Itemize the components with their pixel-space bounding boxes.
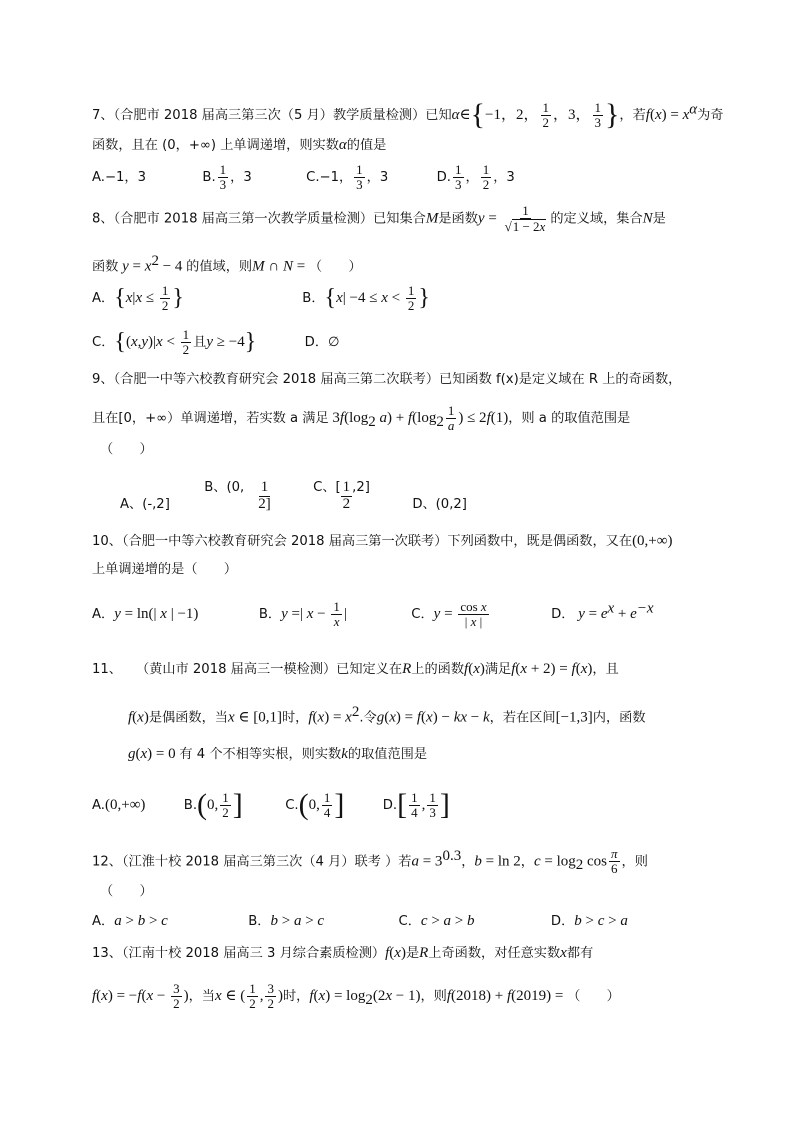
q8-option-c[interactable]: C．{(x,y)|x < $\frac{1}{2}$ 且y ≥ −4}	[92, 327, 257, 357]
q8-line1: 8、（合肥市 2018 届高三第一次教学质量检测）已知集合M是函数y = $\frac{1}{√1 - 2x}$ 的定义域，集合N是	[92, 203, 666, 234]
q12-option-a[interactable]: A．a > b > c	[92, 913, 168, 929]
q7-option-c[interactable]: C.−1， $\frac{1}{3}$ ，3	[306, 162, 389, 192]
q8-line2: 函数 $y = x^2 - 4$ 的值域，则M ∩ N = （ ）	[92, 253, 362, 275]
q11-line1: 11、 （黄山市 2018 届高三一模检测）已知定义在R上的函数f(x)满足f(x + 2) = f(x)，且	[92, 661, 619, 677]
q8-option-d[interactable]: D．∅	[304, 335, 340, 351]
q11-options	[92, 790, 450, 820]
q7-number: 7、	[92, 108, 114, 123]
q9-option-b[interactable]: B、(0, $\frac{1}{2]}$	[204, 479, 271, 512]
q7-option-b[interactable]: B. $\frac{1}{3}$ ，3	[202, 162, 252, 192]
q12-option-c[interactable]: C．c > a > b	[398, 913, 475, 929]
q9-line1: 9、（合肥一中等六校教育研究会 2018 届高三第二次联考）已知函数 f(x)是定义域在 R 上的奇函数，	[92, 372, 682, 387]
q9-option-a[interactable]: A、(-,2]	[120, 496, 170, 512]
q7-source: （合肥市 2018 届高三第三次（5 月）教学质量检测）已知	[113, 108, 452, 123]
q7-options	[92, 163, 515, 191]
q8-option-a[interactable]: A．{x|x ≤ $\frac{1}{2}$ }	[92, 283, 184, 313]
q9-option-c[interactable]: C、[ $\frac{1}{2}$ ,2]	[313, 479, 370, 512]
q9-line2: 且在[0，+∞）单调递增，若实数 a 满足 $3f(\log_2$ $a) + f(\log_2$ $\frac{1}{a}$ ) ≤ 2f(1)，则 a 的取值范围是	[92, 403, 631, 433]
q12-options	[92, 912, 628, 930]
q13-line2: f(x) = −f(x − $\frac{3}{2}$ )，当x ∈ ( $\frac{1}{2}$ , $\frac{3}{2}$ )时，$f(x) = \log_2(2x - 1)$，则f(2018) + f(2019) = （ ）	[92, 981, 620, 1011]
q12-option-d[interactable]: D．b > c > a	[550, 913, 628, 929]
q8-options-cd	[92, 328, 340, 356]
q11-option-a[interactable]: A.(0,+∞)	[92, 797, 146, 813]
q7-line1: 7、（合肥市 2018 届高三第三次（5 月）教学质量检测）已知α∈{−1，2， $\frac{1}{2}$ ，3， $\frac{1}{3}$ }，若$f(x) = x^\alpha$为奇	[92, 98, 724, 131]
q10-option-c[interactable]: C．y = $\frac{\text{cos x}}{| x |}$	[411, 599, 487, 629]
q11-option-c[interactable]: C.(0, $\frac{1}{4}$ ]	[285, 788, 345, 821]
q9-line3: （ ）	[100, 442, 153, 457]
q11-option-d[interactable]: D.[ $\frac{1}{4}$ , $\frac{1}{3}$ ]	[382, 788, 450, 821]
q7-line2: 函数，且在 (0，+∞) 上单调递增，则实数α的值是	[92, 137, 387, 153]
q7-option-d[interactable]: D. $\frac{1}{3}$ ， $\frac{1}{2}$ ，3	[436, 162, 515, 192]
q11-line3: g(x) = 0 有 4 个不相等实根，则实数k的取值范围是	[128, 746, 428, 762]
q9-options	[120, 480, 467, 513]
q10-option-b[interactable]: B．y =| x − $\frac{1}{x}$ |	[258, 599, 347, 629]
q10-line2: 上单调递增的是（ ）	[92, 562, 238, 577]
q8-option-b[interactable]: B．{x| −4 ≤ x < $\frac{1}{2}$ }	[302, 283, 430, 313]
q12-option-b[interactable]: B．b > a > c	[248, 913, 325, 929]
q10-option-d[interactable]: D． $y = e^x + e^{-x}$	[551, 601, 654, 623]
q11-option-b[interactable]: B.(0, $\frac{1}{2}$ ]	[183, 788, 243, 821]
q8-options-ab	[92, 284, 430, 312]
q11-line2: f(x)是偶函数，当x ∈ [0,1]时，$f(x) = x^2$.令g(x) = f(x) − kx − k，若在区间[−1,3]内，函数	[128, 704, 646, 726]
q7-option-a[interactable]: A.−1，3	[92, 170, 146, 186]
q12-line1: 12、（江淮十校 2018 届高三第三次（4 月）联考 ）若$a = 3^{0.3}$，b = ln 2，$c = \log_2 \cos$ $\frac{\pi}{6}$ ，则	[92, 846, 648, 876]
q13-line1: 13、（江南十校 2018 届高三 3 月综合素质检测）f(x)是R上奇函数，对任意实数x都有	[92, 945, 594, 961]
q10-line1: 10、（合肥一中等六校教育研究会 2018 届高三第一次联考）下列函数中，既是偶函数，又在(0,+∞)	[92, 533, 673, 549]
q10-option-a[interactable]: A．y = ln(| x | −1)	[92, 606, 199, 623]
q12-line2: （ ）	[100, 884, 153, 899]
q9-option-d[interactable]: D、(0,2]	[412, 496, 467, 512]
q10-options	[92, 600, 654, 629]
